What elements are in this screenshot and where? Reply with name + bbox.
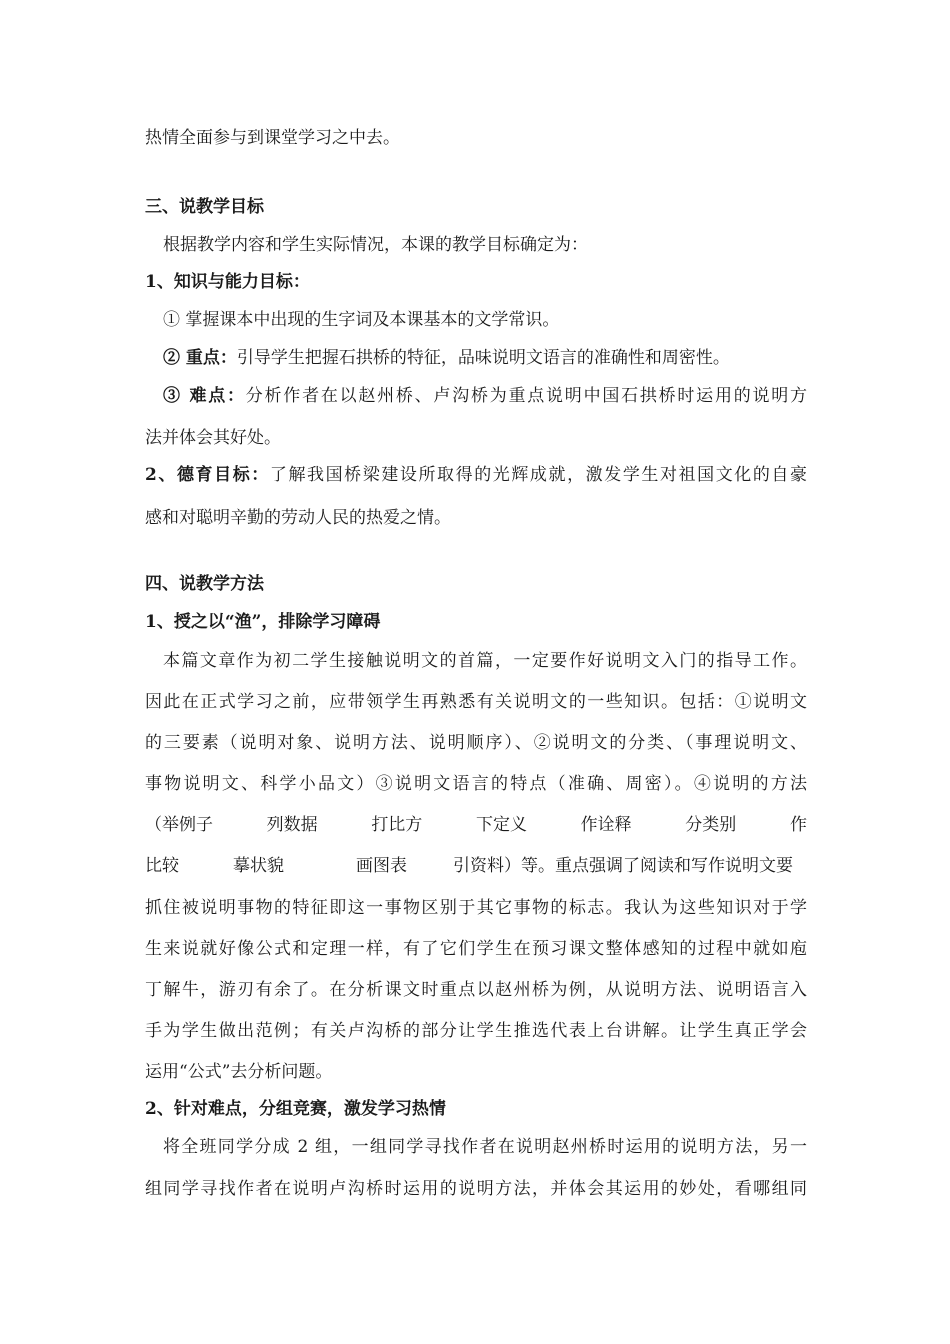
- method-item: 打比方: [371, 815, 423, 835]
- moral-objective-text: 了解我国桥梁建设所取得的光辉成就，激发学生对祖国文化的自豪: [269, 465, 807, 485]
- list-item-difficulty: [163, 384, 807, 408]
- paragraph-line: 组同学寻找作者在说明卢沟桥时运用的说明方法，并体会其运用的妙处，看哪组同: [145, 1179, 807, 1199]
- difficulty-text: 分析作者在以赵州桥、卢沟桥为重点说明中国石拱桥时运用的说明方: [245, 386, 808, 406]
- method-item: 作: [789, 815, 807, 835]
- method-item: 画图表: [356, 856, 407, 876]
- section-heading-methods: 四、说教学方法: [145, 574, 264, 594]
- paragraph-line: 的三要素（说明对象、说明方法、说明顺序）、②说明文的分类、（事理说明文、: [145, 733, 807, 753]
- paragraph-line: 热情全面参与到课堂学习之中去。: [145, 128, 400, 148]
- subheading-method-1: 1、授之以“渔”，排除学习障碍: [145, 612, 381, 632]
- list-item-key-point: [163, 346, 807, 370]
- method-item: （举例子: [145, 815, 213, 835]
- paragraph-line: 生来说就好像公式和定理一样，有了它们学生在预习课文整体感知的过程中就如庖: [145, 939, 807, 959]
- method-item: 分类别: [685, 815, 737, 835]
- method-item: 摹状貌: [233, 856, 284, 876]
- method-item: 下定义: [475, 815, 527, 835]
- method-item: 比较: [145, 856, 179, 876]
- subheading-knowledge: 1、知识与能力目标：: [145, 272, 310, 292]
- subheading-method-2: 2、针对难点，分组竞赛，激发学习热情: [145, 1099, 446, 1119]
- paragraph-line: 因此在正式学习之前，应带领学生再熟悉有关说明文的一些知识。包括：①说明文: [145, 692, 807, 712]
- paragraph-line: 本篇文章作为初二学生接触说明文的首篇，一定要作好说明文入门的指导工作。: [163, 651, 807, 671]
- key-point-label: ② 重点：: [163, 348, 237, 368]
- paragraph-line: 感和对聪明辛勤的劳动人民的热爱之情。: [145, 508, 451, 528]
- paragraph-line: 根据教学内容和学生实际情况，本课的教学目标确定为：: [163, 235, 588, 255]
- paragraph-line: 抓住被说明事物的特征即这一事物区别于其它事物的标志。我认为这些知识对于学: [145, 898, 807, 918]
- paragraph-line: 将全班同学分成 2 组，一组同学寻找作者在说明赵州桥时运用的说明方法，另一: [163, 1137, 807, 1157]
- paragraph-line: 丁解牛，游刃有余了。在分析课文时重点以赵州桥为例，从说明方法、说明语言入: [145, 980, 807, 1000]
- paragraph-line: 运用“公式”去分析问题。: [145, 1062, 333, 1082]
- list-item: ① 掌握课本中出现的生字词及本课基本的文学常识。: [163, 310, 560, 330]
- method-item: 列数据: [266, 815, 318, 835]
- method-list-row: [145, 854, 807, 878]
- paragraph-line: 手为学生做出范例；有关卢沟桥的部分让学生推选代表上台讲解。让学生真正学会: [145, 1021, 807, 1041]
- moral-objective-label: 2、德育目标：: [145, 465, 270, 485]
- method-list-row: [145, 813, 807, 837]
- difficulty-label: ③ 难点：: [163, 386, 246, 406]
- key-point-text: 引导学生把握石拱桥的特征，品味说明文语言的准确性和周密性。: [236, 348, 730, 368]
- paragraph-line: 事物说明文、科学小品文）③说明文语言的特点（准确、周密）。④说明的方法: [145, 774, 807, 794]
- paragraph-line: 法并体会其好处。: [145, 428, 281, 448]
- section-heading-objectives: 三、说教学目标: [145, 197, 264, 217]
- method-item: 作诠释: [580, 815, 632, 835]
- moral-objective-line: [145, 463, 807, 487]
- method-item: 引资料）等。重点强调了阅读和写作说明文要: [453, 856, 793, 876]
